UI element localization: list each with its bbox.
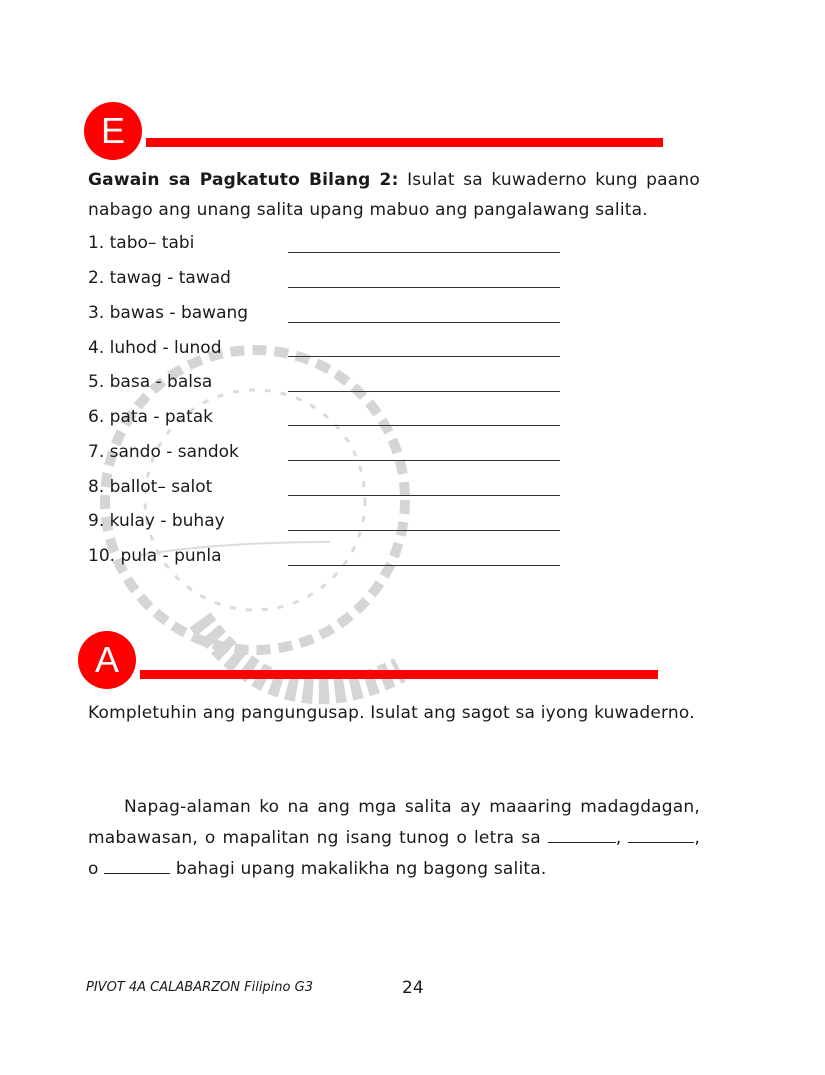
activity-instruction: Isulat sa kuwaderno kung paano nabago ang unang salita upang mabuo ang pangalawang salita. — [88, 170, 700, 220]
word-pair-item: 10. pula - punla — [88, 546, 222, 566]
answer-line[interactable] — [288, 425, 560, 426]
separator-2: , o — [88, 828, 700, 879]
section-e-instruction — [88, 165, 700, 225]
answer-line[interactable] — [288, 322, 560, 323]
section-e-divider — [146, 138, 663, 147]
answer-line[interactable] — [288, 530, 560, 531]
answer-line[interactable] — [288, 287, 560, 288]
page-number: 24 — [402, 978, 424, 998]
section-e-letter: E — [100, 110, 125, 151]
section-a-letter: A — [94, 639, 119, 680]
answer-line[interactable] — [288, 252, 560, 253]
section-a-badge — [78, 631, 136, 689]
activity-title: Gawain sa Pagkatuto Bilang 2: — [88, 170, 399, 190]
section-a-divider — [140, 670, 658, 679]
answer-line[interactable] — [288, 356, 560, 357]
section-e-badge — [84, 102, 142, 160]
answer-line[interactable] — [288, 460, 560, 461]
answer-blank-1[interactable] — [548, 828, 616, 843]
paragraph-text-1: Napag-alaman ko na ang mga salita ay maaaring madagdagan, mabawasan, o mapalitan ng isang tunog o letra sa — [88, 797, 700, 848]
answer-line[interactable] — [288, 565, 560, 566]
word-pair-item: 8. ballot– salot — [88, 477, 213, 497]
word-pair-item: 1. tabo– tabi — [88, 233, 195, 253]
separator-1: , — [615, 828, 622, 848]
fill-in-paragraph — [88, 792, 700, 885]
answer-line[interactable] — [288, 495, 560, 496]
word-pair-item: 6. pata - patak — [88, 407, 213, 427]
footer-text: PIVOT 4A CALABARZON Filipino G3 — [86, 980, 313, 995]
word-pair-item: 4. luhod - lunod — [88, 338, 222, 358]
word-pair-item: 7. sando - sandok — [88, 442, 239, 462]
answer-line[interactable] — [288, 391, 560, 392]
word-pair-item: 2. tawag - tawad — [88, 268, 231, 288]
section-a-instruction: Kompletuhin ang pangungusap. Isulat ang sagot sa iyong kuwaderno. — [88, 703, 695, 723]
paragraph-text-2: bahagi upang makalikha ng bagong salita. — [175, 859, 547, 879]
word-pair-item: 5. basa - balsa — [88, 372, 213, 392]
answer-blank-3[interactable] — [104, 859, 170, 874]
word-pair-item: 3. bawas - bawang — [88, 303, 249, 323]
answer-blank-2[interactable] — [628, 828, 694, 843]
word-pair-item: 9. kulay - buhay — [88, 511, 225, 531]
